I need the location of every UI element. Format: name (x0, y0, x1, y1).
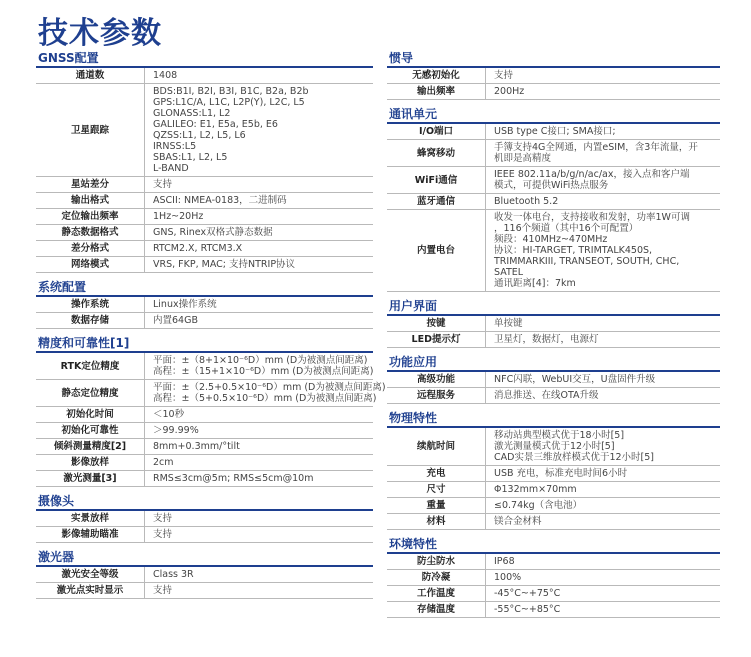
spec-value-line: VRS, FKP, MAC; 支持NTRIP协议 (153, 259, 296, 270)
spec-value (486, 124, 720, 139)
spec-label: 输出格式 (36, 193, 145, 208)
spec-label: I/O端口 (387, 124, 486, 139)
spec-value-line: QZSS:L1, L2, L5, L6 (153, 130, 246, 141)
spec-value-line: USB type C接口; SMA接口; (494, 126, 616, 137)
spec-label: 差分格式 (36, 241, 145, 256)
spec-row (387, 167, 720, 194)
spec-value-line: ＜10秒 (153, 409, 185, 420)
spec-row (387, 586, 720, 602)
spec-value (145, 257, 373, 272)
spec-value-line: ＞99.99% (153, 425, 199, 436)
spec-section (387, 410, 720, 530)
spec-value (486, 68, 720, 83)
spec-row (36, 407, 373, 423)
spec-value-line: 1408 (153, 70, 178, 81)
section-title: 激光器 (36, 549, 373, 567)
spec-section (36, 493, 373, 543)
spec-label: 影像辅助瞄准 (36, 527, 145, 542)
section-title: 用户界面 (387, 298, 720, 316)
spec-label: 网络模式 (36, 257, 145, 272)
spec-row (36, 527, 373, 543)
spec-value-line: 支持 (494, 70, 514, 81)
spec-label: 工作温度 (387, 586, 486, 601)
spec-label: 激光安全等级 (36, 567, 145, 582)
spec-label: 倾斜测量精度[2] (36, 439, 145, 454)
spec-row (36, 313, 373, 329)
spec-row (387, 554, 720, 570)
spec-row (387, 84, 720, 100)
spec-value (145, 511, 373, 526)
spec-value-line: GPS:L1C/A, L1C, L2P(Y), L2C, L5 (153, 97, 305, 108)
spec-value-line: 支持 (153, 585, 173, 596)
left-column (36, 50, 386, 599)
spec-value (486, 372, 720, 387)
spec-value (145, 407, 373, 422)
spec-label: 防冷凝 (387, 570, 486, 585)
spec-row (36, 257, 373, 273)
spec-value (145, 297, 373, 312)
spec-value (486, 140, 720, 166)
spec-value (145, 567, 373, 582)
spec-value (486, 514, 720, 529)
spec-value (145, 583, 373, 598)
spec-value (486, 332, 720, 347)
spec-label: 输出频率 (387, 84, 486, 99)
section-title: 系统配置 (36, 279, 373, 297)
spec-value-line: CAD实景三维放样模式优于12小时[5] (494, 452, 654, 463)
spec-value-line: -55°C~+85°C (494, 604, 561, 615)
spec-row (387, 570, 720, 586)
spec-row (36, 423, 373, 439)
spec-value-line: 单按键 (494, 318, 523, 329)
spec-label: 影像放样 (36, 455, 145, 470)
spec-row (36, 209, 373, 225)
spec-label: 静态数据格式 (36, 225, 145, 240)
spec-value-line: 机即是高精度 (494, 153, 552, 164)
spec-value-line: 模式，可提供WiFi热点服务 (494, 180, 609, 191)
spec-value (486, 210, 720, 291)
spec-label: 高级功能 (387, 372, 486, 387)
spec-value-line: ASCII: NMEA-0183，二进制码 (153, 195, 287, 206)
spec-label: 通道数 (36, 68, 145, 83)
section-title: GNSS配置 (36, 50, 373, 68)
spec-row (36, 471, 373, 487)
spec-row (387, 514, 720, 530)
spec-value-line: ≤0.74kg（含电池） (494, 500, 583, 511)
spec-value (145, 84, 373, 176)
spec-value-line: 200Hz (494, 86, 525, 97)
spec-value (486, 194, 720, 209)
right-column (387, 50, 720, 618)
spec-label: 按键 (387, 316, 486, 331)
spec-value-line: IP68 (494, 556, 515, 567)
spec-value-line: BDS:B1I, B2I, B3I, B1C, B2a, B2b (153, 86, 309, 97)
spec-label: 实景放样 (36, 511, 145, 526)
spec-value-line: 100% (494, 572, 522, 583)
spec-value-line: NFC闪联，WebUI交互，U盘固件升级 (494, 374, 656, 385)
spec-row (36, 380, 386, 407)
spec-row (387, 332, 720, 348)
spec-value (145, 193, 373, 208)
spec-value (486, 602, 720, 617)
spec-label: 尺寸 (387, 482, 486, 497)
spec-value (145, 423, 373, 438)
spec-value (486, 428, 720, 465)
section-title: 物理特性 (387, 410, 720, 428)
spec-value-line: GNS, Rinex双格式静态数据 (153, 227, 273, 238)
spec-value-line: 通讯距离[4]：7km (494, 278, 576, 289)
spec-value-line: ，116个频道（其中16个可配置） (494, 223, 639, 234)
spec-label: 材料 (387, 514, 486, 529)
spec-value-line: 2cm (153, 457, 174, 468)
spec-section (387, 106, 720, 292)
spec-row (36, 353, 373, 380)
spec-label: 充电 (387, 466, 486, 481)
spec-value (145, 471, 373, 486)
spec-value-line: SBAS:L1, L2, L5 (153, 152, 228, 163)
spec-value (145, 313, 373, 328)
spec-value-line: 协议：HI-TARGET, TRIMTALK450S, (494, 245, 653, 256)
section-title: 精度和可靠性[1] (36, 335, 373, 353)
spec-label: 星站差分 (36, 177, 145, 192)
spec-value-line: GLONASS:L1, L2 (153, 108, 231, 119)
spec-value (486, 167, 720, 193)
spec-value (145, 439, 373, 454)
spec-row (387, 602, 720, 618)
spec-value (145, 177, 373, 192)
spec-value (145, 353, 374, 379)
spec-value-line: 手簿支持4G全网通，内置eSIM，含3年流量，开 (494, 142, 698, 153)
spec-label: 激光点实时显示 (36, 583, 145, 598)
spec-label: 无感初始化 (387, 68, 486, 83)
spec-label: 蜂窝移动 (387, 140, 486, 166)
spec-label: 激光测量[3] (36, 471, 145, 486)
spec-row (387, 210, 720, 292)
spec-value-line: 8mm+0.3mm/°tilt (153, 441, 240, 452)
spec-value-line: Linux操作系统 (153, 299, 217, 310)
spec-label: 初始化可靠性 (36, 423, 145, 438)
spec-row (36, 511, 373, 527)
spec-value-line: IRNSS:L5 (153, 141, 197, 152)
spec-section (387, 50, 720, 100)
spec-row (36, 84, 373, 177)
spec-row (387, 194, 720, 210)
spec-section (36, 50, 373, 273)
spec-value (486, 482, 720, 497)
spec-section (36, 335, 386, 487)
spec-value-line: RMS≤3cm@5m; RMS≤5cm@10m (153, 473, 314, 484)
spec-row (387, 466, 720, 482)
spec-value-line: 内置64GB (153, 315, 198, 326)
spec-value-line: IEEE 802.11a/b/g/n/ac/ax，接入点和客户端 (494, 169, 690, 180)
spec-label: LED提示灯 (387, 332, 486, 347)
spec-row (36, 68, 373, 84)
spec-row (387, 68, 720, 84)
spec-value (486, 570, 720, 585)
section-title: 摄像头 (36, 493, 373, 511)
spec-label: 静态定位精度 (36, 380, 145, 406)
spec-value (145, 380, 386, 406)
spec-row (387, 372, 720, 388)
spec-value (145, 209, 373, 224)
spec-label: 续航时间 (387, 428, 486, 465)
section-title: 功能应用 (387, 354, 720, 372)
spec-value-line: 平面：±（8+1×10⁻⁶D）mm (D为被测点间距离) (153, 355, 368, 366)
spec-value-line: Φ132mm×70mm (494, 484, 577, 495)
spec-value (145, 68, 373, 83)
spec-value-line: USB 充电，标准充电时间6小时 (494, 468, 628, 479)
spec-value-line: RTCM2.X, RTCM3.X (153, 243, 243, 254)
spec-value-line: 高程：±（15+1×10⁻⁶D）mm (D为被测点间距离) (153, 366, 374, 377)
spec-label: 数据存储 (36, 313, 145, 328)
spec-label: 定位输出频率 (36, 209, 145, 224)
spec-value (486, 316, 720, 331)
spec-value-line: 镁合金材料 (494, 516, 542, 527)
spec-value-line: GALILEO: E1, E5a, E5b, E6 (153, 119, 278, 130)
spec-value (486, 586, 720, 601)
spec-value-line: 移动站典型模式优于18小时[5] (494, 430, 625, 441)
spec-value (145, 527, 373, 542)
spec-value-line: 消息推送、在线OTA升级 (494, 390, 599, 401)
spec-value-line: 高程：±（5+0.5×10⁻⁶D）mm (D为被测点间距离) (153, 393, 377, 404)
spec-value-line: 激光测量模式优于12小时[5] (494, 441, 615, 452)
spec-row (36, 193, 373, 209)
spec-section (36, 549, 373, 599)
spec-value-line: 支持 (153, 513, 173, 524)
spec-label: RTK定位精度 (36, 353, 145, 379)
spec-section (387, 298, 720, 348)
spec-value-line: 1Hz~20Hz (153, 211, 204, 222)
spec-label: 重量 (387, 498, 486, 513)
spec-value-line: Bluetooth 5.2 (494, 196, 559, 207)
spec-value (486, 466, 720, 481)
spec-value-line: SATEL (494, 267, 524, 278)
spec-label: 初始化时间 (36, 407, 145, 422)
section-title: 通讯单元 (387, 106, 720, 124)
spec-value-line: 支持 (153, 529, 173, 540)
spec-row (36, 439, 373, 455)
spec-value-line: 收发一体电台，支持接收和发射，功率1W可调 (494, 212, 690, 223)
spec-value-line: L-BAND (153, 163, 189, 174)
spec-label: 防尘防水 (387, 554, 486, 569)
spec-row (387, 124, 720, 140)
spec-section (387, 354, 720, 404)
spec-value-line: 平面：±（2.5+0.5×10⁻⁶D）mm (D为被测点间距离) (153, 382, 386, 393)
spec-row (387, 316, 720, 332)
spec-row (387, 140, 720, 167)
spec-row (36, 455, 373, 471)
spec-label: 蓝牙通信 (387, 194, 486, 209)
spec-row (36, 241, 373, 257)
spec-value (145, 225, 373, 240)
spec-value (486, 84, 720, 99)
spec-row (36, 297, 373, 313)
spec-label: 操作系统 (36, 297, 145, 312)
spec-value-line: 支持 (153, 179, 173, 190)
spec-row (387, 498, 720, 514)
spec-value-line: 卫星灯，数据灯，电源灯 (494, 334, 599, 345)
spec-row (387, 482, 720, 498)
spec-value (486, 554, 720, 569)
spec-row (387, 428, 720, 466)
spec-section (36, 279, 373, 329)
spec-label: 存储温度 (387, 602, 486, 617)
spec-row (387, 388, 720, 404)
spec-value-line: Class 3R (153, 569, 194, 580)
spec-value (486, 388, 720, 403)
spec-row (36, 567, 373, 583)
spec-value-line: -45°C~+75°C (494, 588, 561, 599)
spec-value-line: 频段：410MHz~470MHz (494, 234, 608, 245)
section-title: 惯导 (387, 50, 720, 68)
spec-value (145, 241, 373, 256)
spec-row (36, 225, 373, 241)
spec-row (36, 583, 373, 599)
spec-label: WiFi通信 (387, 167, 486, 193)
spec-section (387, 536, 720, 618)
spec-value (486, 498, 720, 513)
page-title: 技术参数 (38, 16, 162, 51)
spec-row (36, 177, 373, 193)
spec-label: 内置电台 (387, 210, 486, 291)
spec-value-line: TRIMMARKIII, TRANSEOT, SOUTH, CHC, (494, 256, 680, 267)
spec-label: 远程服务 (387, 388, 486, 403)
section-title: 环境特性 (387, 536, 720, 554)
spec-value (145, 455, 373, 470)
spec-label: 卫星跟踪 (36, 84, 145, 176)
